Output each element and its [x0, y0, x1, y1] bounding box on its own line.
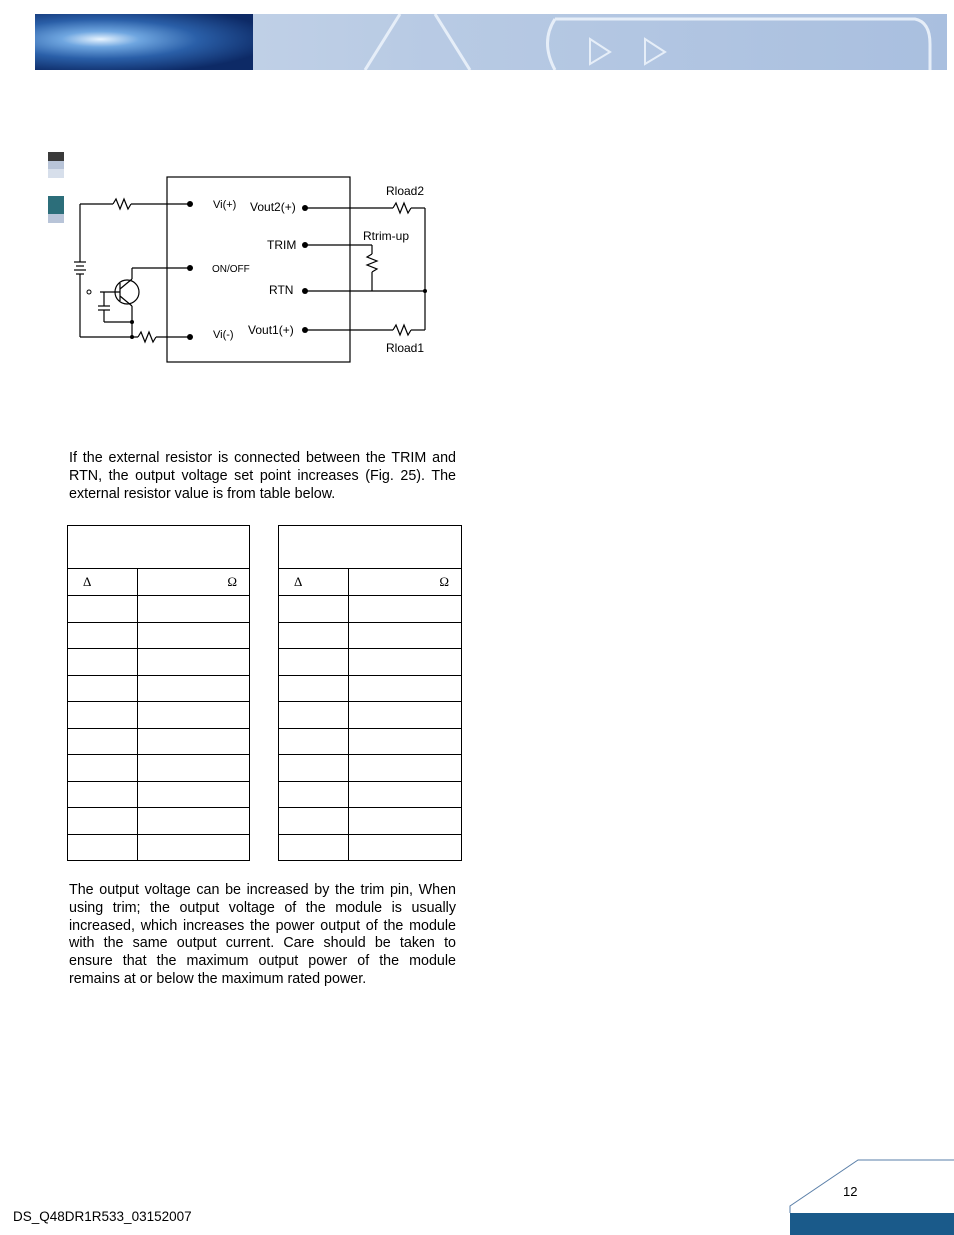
- table-row: [68, 808, 250, 835]
- table-row: [279, 834, 462, 861]
- table-body-right: [279, 596, 462, 861]
- label-on-off: ON/OFF: [212, 264, 250, 275]
- table-row: [68, 702, 250, 729]
- table-row: [279, 808, 462, 835]
- label-vi-plus: Vi(+): [213, 199, 237, 211]
- table-row: [279, 702, 462, 729]
- header-delta: Δ: [68, 569, 138, 596]
- table-row: [279, 781, 462, 808]
- table-row: [68, 649, 250, 676]
- label-vout1: Vout1(+): [248, 323, 294, 337]
- table-title-cell: [68, 526, 250, 569]
- header-delta: Δ: [279, 569, 349, 596]
- trim-intro-paragraph: If the external resistor is connected between the TRIM and RTN, the output voltage set point increases (Fig. 25). The external resistor value is from table below.: [69, 450, 456, 502]
- table-row: [279, 596, 462, 623]
- header-ohm: Ω: [138, 569, 250, 596]
- table-row: [68, 728, 250, 755]
- table-row: [279, 649, 462, 676]
- page-number: 12: [843, 1184, 858, 1199]
- page-number-tab: [788, 1158, 954, 1235]
- table-row: [68, 755, 250, 782]
- table-row: [279, 622, 462, 649]
- label-vout2: Vout2(+): [250, 200, 296, 214]
- table-title-cell: [279, 526, 462, 569]
- trim-power-paragraph: The output voltage can be increased by the trim pin, When using trim; the output voltage of the module is usually increased, which increases the power output of the module with the same output current. Care should be taken to ensure that the maximum output power of the module remains at or below the maximum rated power.: [69, 882, 456, 987]
- table-row: [68, 834, 250, 861]
- header-ohm: Ω: [349, 569, 462, 596]
- trim-up-circuit-diagram: [0, 0, 470, 380]
- table-row: [68, 596, 250, 623]
- table-row: [68, 675, 250, 702]
- label-rload2: Rload2: [386, 184, 425, 198]
- label-rtn: RTN: [269, 283, 294, 297]
- table-row: [279, 755, 462, 782]
- table-row: [279, 728, 462, 755]
- table-body-left: [68, 596, 250, 861]
- table-row: [68, 622, 250, 649]
- trim-table-left: [67, 525, 250, 861]
- trim-table-right: [278, 525, 462, 861]
- table-row: [68, 781, 250, 808]
- label-rtrim-up: Rtrim-up: [363, 229, 410, 243]
- label-rload1: Rload1: [386, 341, 425, 355]
- document-id: DS_Q48DR1R533_03152007: [13, 1209, 192, 1224]
- label-trim: TRIM: [267, 238, 297, 252]
- table-row: [279, 675, 462, 702]
- label-vi-minus: Vi(-): [213, 329, 234, 341]
